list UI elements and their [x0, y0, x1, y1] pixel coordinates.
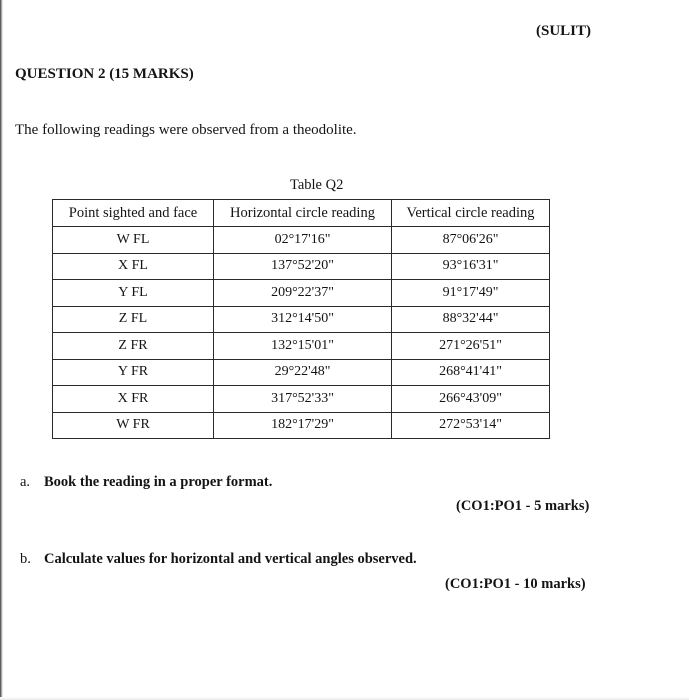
- part-a-marks: (CO1:PO1 - 5 marks): [456, 498, 590, 514]
- horizontal-reading-cell: 02°17'16": [214, 227, 392, 254]
- vertical-reading-cell: 91°17'49": [392, 280, 550, 307]
- column-header-point: Point sighted and face: [53, 200, 214, 227]
- horizontal-reading-cell: 312°14'50": [214, 306, 392, 333]
- vertical-reading-cell: 272°53'14": [392, 412, 550, 439]
- table-row: [53, 359, 550, 386]
- horizontal-reading-cell: 132°15'01": [214, 333, 392, 360]
- question-part-a: [20, 474, 272, 491]
- vertical-reading-cell: 266°43'09": [392, 386, 550, 413]
- vertical-reading-cell: 271°26'51": [392, 333, 550, 360]
- horizontal-reading-cell: 137°52'20": [214, 253, 392, 280]
- table-row: [53, 333, 550, 360]
- horizontal-reading-cell: 317°52'33": [214, 386, 392, 413]
- question-title: QUESTION 2 (15 MARKS): [15, 66, 194, 82]
- point-cell: Z FR: [53, 333, 214, 360]
- table-header-row: [53, 200, 550, 227]
- point-cell: Y FL: [53, 280, 214, 307]
- point-cell: X FR: [53, 386, 214, 413]
- vertical-reading-cell: 93°16'31": [392, 253, 550, 280]
- table-caption: Table Q2: [290, 177, 344, 193]
- page-left-edge-shadow: [0, 0, 3, 700]
- vertical-reading-cell: 87°06'26": [392, 227, 550, 254]
- readings-table: [52, 199, 550, 439]
- column-header-vertical: Vertical circle reading: [392, 200, 550, 227]
- vertical-reading-cell: 88°32'44": [392, 306, 550, 333]
- table-row: [53, 280, 550, 307]
- table-row: [53, 306, 550, 333]
- table-row: [53, 412, 550, 439]
- point-cell: Y FR: [53, 359, 214, 386]
- document-classification: (SULIT): [536, 23, 592, 39]
- table-row: [53, 227, 550, 254]
- point-cell: X FL: [53, 253, 214, 280]
- horizontal-reading-cell: 29°22'48": [214, 359, 392, 386]
- part-text: Book the reading in a proper format.: [44, 474, 273, 490]
- column-header-horizontal: Horizontal circle reading: [214, 200, 392, 227]
- horizontal-reading-cell: 182°17'29": [214, 412, 392, 439]
- part-b-marks: (CO1:PO1 - 10 marks): [445, 576, 586, 592]
- part-letter: a.: [20, 474, 31, 490]
- vertical-reading-cell: 268°41'41": [392, 359, 550, 386]
- question-part-b: [20, 551, 417, 568]
- horizontal-reading-cell: 209°22'37": [214, 280, 392, 307]
- part-text: Calculate values for horizontal and vertical angles observed.: [44, 551, 417, 567]
- question-intro: The following readings were observed from a theodolite.: [15, 122, 357, 138]
- table-row: [53, 386, 550, 413]
- point-cell: W FL: [53, 227, 214, 254]
- part-letter: b.: [20, 551, 31, 567]
- point-cell: Z FL: [53, 306, 214, 333]
- point-cell: W FR: [53, 412, 214, 439]
- table-row: [53, 253, 550, 280]
